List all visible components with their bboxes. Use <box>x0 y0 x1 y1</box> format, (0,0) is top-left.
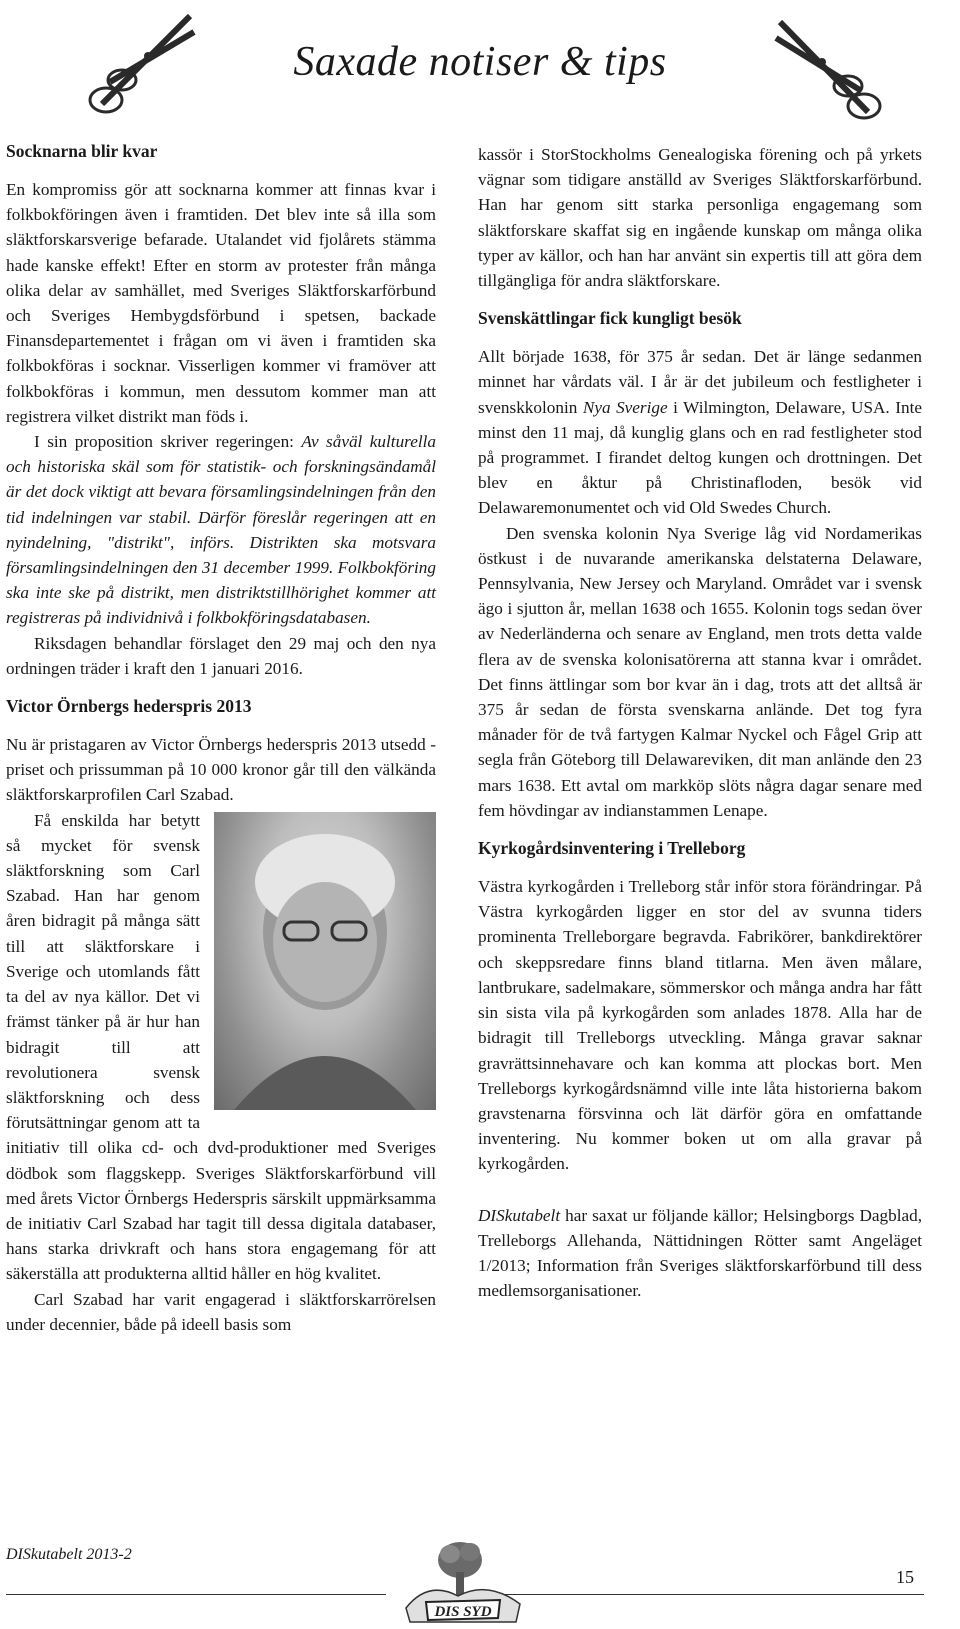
sources-text: har saxat ur följande källor; Helsingborgs Dagblad, Trelleborgs Allehanda, Nättidningen Rötter samt Angeläget 1/2013; Information från Sveriges släktforskarförbund till dess medlemsorganisationer. <box>478 1205 922 1301</box>
article-paragraph: Den svenska kolonin Nya Sverige låg vid Nordamerikas östkust i de nuvarande amerikanska delstaterna Delaware, Pennsylvania, New Jersey och Maryland. Området var i svensk ägo i sjutton år, mellan 1638 och 1655. Kolonin togs sedan över av Nederländerna och senare av England, men trots detta valde flera av de svenska kolonisatörerna att stanna kvar i området. Det finns ättlingar som bor kvar än i dag, trots att det alltså är 375 år sedan de första svenskarna anlände. Det tog fyra månader för de två fartygen Kalmar Nyckel och Fågel Grip att segla från Göteborg till Delawareviken, dit man anlände den 23 mars 1638. Ett avtal om markköp slöts några dagar senare med fem hövdingar av indianstammen Lenape. <box>478 523 922 820</box>
paragraph-text: Allt började 1638, för 375 år sedan. Det är länge sedanmen minnet har vårdats väl. I år är det jubileum och festligheter i svenskkolonin <box>478 347 922 417</box>
emphasis-text: Nya Sverige <box>582 397 668 417</box>
sources-note <box>478 1203 922 1304</box>
article-paragraph: Nu är pristagaren av Victor Örnbergs hederspris 2013 utsedd - priset och prissumman på 10 000 kronor går till den välkända släktforskarprofilen Carl Szabad. <box>6 735 436 805</box>
left-column <box>6 139 436 1337</box>
portrait-photo <box>214 812 436 1110</box>
publication-name: DISkutabelt <box>478 1205 561 1225</box>
publication-footer: DISkutabelt 2013-2 <box>6 1546 132 1563</box>
paragraph-text: i Wilmington, Delaware, USA. Inte minst den 11 maj, då kunglig glans och en rad festligheter stod på programmet. I firandet deltog kungen och drottningen. Det blev en åktur på Christinafloden, besök vid Delawaremonumentet och vid Old Swedes Church. <box>478 397 922 518</box>
scissors-icon <box>760 8 888 126</box>
article-heading: Socknarna blir kvar <box>6 141 158 161</box>
footer-divider <box>6 1594 386 1595</box>
article-paragraph: Västra kyrkogården i Trelleborg står inför stora förändringar. På Västra kyrkogården ligger en stor del av svunna tiders prominenta Trelleborgare begravda. Fabrikörer, bankdirektörer och skeppsredare finns bland titlarna. Men även målare, lantbrukare, sadelmakare, sömmerskor och många andra har fått sin sista vila på kyrkogården som anlades 1878. Alla har de bidragit till Trelleborgs utveckling. Många gravar saknar gravrättsinnehavare och kan komma att plockas bort. Men Trelleborgs kyrkogårdsnämnd ville inte låta historierna bakom gravstenarna försvinna och lät därför göra en omfattande inventering. Nu kommer boken ut om alla gravar på kyrkogården. <box>478 877 922 1174</box>
page-section-title: Saxade notiser & tips <box>293 39 667 85</box>
article-heading: Victor Örnbergs hederspris 2013 <box>6 696 252 717</box>
article-paragraph: Få enskilda har betytt så mycket för svensk släktforskning som Carl Szabad. Han har genom åren bidragit på många sätt till att släktforskare i Sverige och utomlands fått ta del av nya källor. Det vi främst tänker på är hur han bidragit till att revolutionera svensk släktforskning och dess förutsättningar genom att ta initiativ till olika cd- och dvd-produktioner med Sveriges dödbok som flaggskepp. Sveriges Släktforskarförbund vill med årets Victor Örnbergs Hederspris särskilt uppmärksamma de initiativ Carl Szabad har tagit till dessa digitala databaser, hans starka drivkraft och hans stora engagemang för att säkerställa att produkterna alltid håller en hög kvalitet. <box>6 810 436 1284</box>
right-column <box>478 142 922 1303</box>
article-heading: Kyrkogårdsinventering i Trelleborg <box>478 838 746 859</box>
logo-text: DIS SYD <box>434 1604 492 1620</box>
article-paragraph <box>478 344 922 520</box>
scissors-icon <box>82 4 210 122</box>
article-heading: Svenskättlingar fick kungligt besök <box>478 308 742 329</box>
article-paragraph: Riksdagen behandlar förslaget den 29 maj och den nya ordningen träder i kraft den 1 januari 2016. <box>6 633 436 678</box>
dis-syd-logo <box>398 1530 528 1626</box>
quote-text: Av såväl kulturella och historiska skäl som för statistik- och forskningsändamål är det dock viktigt att bevara församlingsindelningen från den tid indelningen var stabil. Därför föreslår regeringen att en nyindelning, "distrikt", införs. Distrikten ska motsvara församlingsindelningen den 31 december 1999. Folkbokföring ska inte ske på distrikt, men distriktstillhörighet kommer att registreras på individnivå i folkbokföringsdatabasen. <box>6 432 436 628</box>
article-paragraph <box>6 429 436 631</box>
footer-divider <box>480 1594 924 1595</box>
article-paragraph: Carl Szabad har varit engagerad i släktforskarrörelsen under decennier, både på ideell basis som <box>6 1289 436 1334</box>
article-paragraph: En kompromiss gör att socknarna kommer att finnas kvar i folkbokföringen även i framtiden. Det blev inte så illa som släktforskarsverige befarade. Utalandet vid fjolårets stämma hade kanske effekt! Efter en storm av protester från många olika delar av samhället, med Sveriges Släktforskarförbund och Sveriges Hembygdsförbund i spetsen, backade Finansdepartementet i frågan om vi även i framtiden ska folkbokföras i socknar. Visserligen kommer vi framöver att folkbokföras i kommun, men dessutom kommer man att registrera vilket distrikt man föds i. <box>6 180 436 426</box>
paragraph-text: I sin proposition skriver regeringen: <box>34 432 302 452</box>
article-paragraph: kassör i StorStockholms Genealogiska förening och på yrkets vägnar som tidigare anställd av Sveriges Släktforskarförbund. Han har genom sitt starka personliga engagemang som släktforskare skaffat sig en ingående kunskap om många olika typer av källor, och han har använt sin expertis till att göra dem tillgängliga för andra släktforskare. <box>478 145 922 291</box>
page-number: 15 <box>896 1567 914 1587</box>
